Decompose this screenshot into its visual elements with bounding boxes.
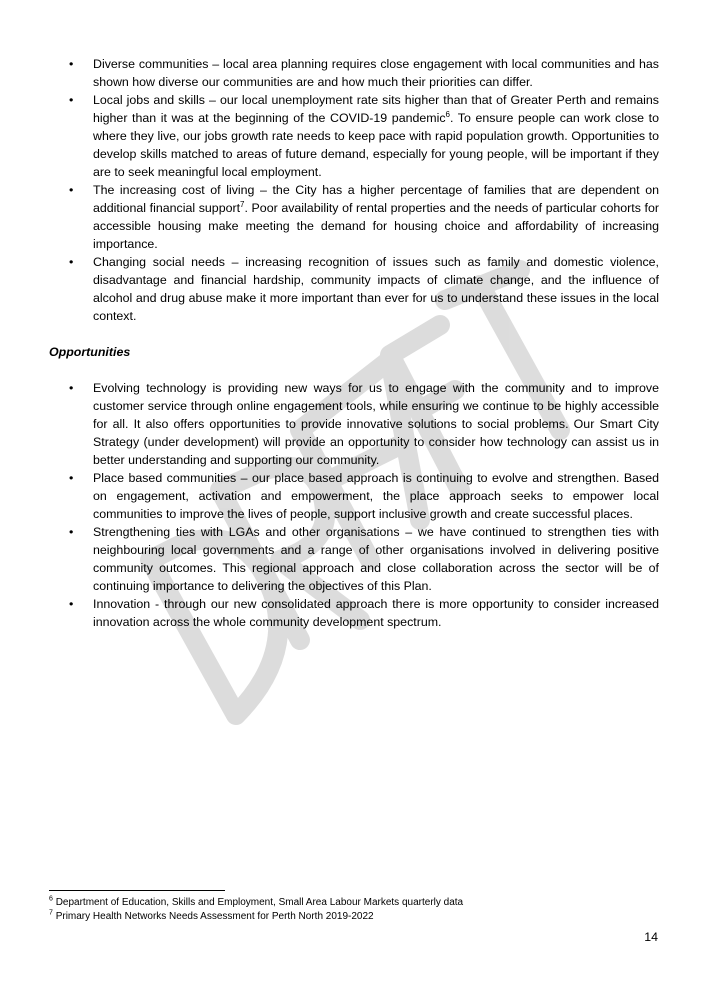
- challenge-diverse-communities: Diverse communities – local area planning requires close engagement with local communities and has shown how diverse our communities are and how much their priorities can differ.: [93, 57, 659, 89]
- list-item: [49, 523, 659, 595]
- list-item: [49, 595, 659, 631]
- list-item: [49, 379, 659, 469]
- opportunity-strengthening-ties: Strengthening ties with LGAs and other organisations – we have continued to strengthen ties with neighbouring local governments and a range of other organisations involved in delivering positive community outcomes. This regional approach and close collaboration across the sector will be of continuing importance to delivering the objectives of this Plan.: [93, 525, 659, 593]
- footnote-ref-6[interactable]: 6: [445, 109, 450, 119]
- challenge-cost-of-living-text-cont: . Poor availability of rental properties and the needs of particular cohorts for accessible housing make meeting the demand for housing choice and affordability of increasing importance.: [93, 201, 659, 251]
- footnote-ref-7[interactable]: 7: [240, 199, 245, 209]
- list-item: [49, 181, 659, 253]
- footnotes: [49, 896, 659, 924]
- list-item: [49, 91, 659, 181]
- page-number: 14: [644, 930, 658, 944]
- opportunity-innovation: Innovation - through our new consolidated approach there is more opportunity to consider increased innovation across the whole community development spectrum.: [93, 597, 659, 629]
- watermark-text: DRAFT: [0, 0, 4, 1]
- challenge-local-jobs-text: Local jobs and skills – our local unemployment rate sits higher than that of Greater Perth and remains higher than it was at the beginning of the COVID-19 pandemic: [93, 93, 659, 125]
- challenge-social-needs: Changing social needs – increasing recognition of issues such as family and domestic violence, disadvantage and financial hardship, community impacts of climate change, and the influence of alcohol and drug abuse make it more important than ever for us to understand these issues in the local context.: [93, 255, 659, 323]
- list-item: [49, 253, 659, 325]
- footnote-text: Department of Education, Skills and Employment, Small Area Labour Markets quarterly data: [55, 897, 464, 908]
- list-item: [49, 469, 659, 523]
- opportunities-list: [49, 379, 659, 631]
- opportunities-heading: Opportunities: [49, 345, 131, 359]
- list-item: [49, 55, 659, 91]
- challenge-cost-of-living-text: The increasing cost of living – the City has a higher percentage of families that are dependent on additional financial support: [93, 183, 659, 215]
- footnote-6: [49, 896, 659, 910]
- footnote-divider: [49, 890, 225, 891]
- footnote-number: 6: [49, 895, 53, 903]
- challenge-local-jobs-text-cont: . To ensure people can work close to where they live, our jobs growth rate needs to keep pace with rapid population growth. Opportunities to develop skills matched to areas of future demand, especially for young people, will be important if they are to seek meaningful local employment.: [93, 111, 659, 179]
- main-content: [49, 55, 659, 631]
- footnote-number: 7: [49, 909, 53, 917]
- footnote-7: [49, 910, 659, 924]
- opportunity-place-based: Place based communities – our place based approach is continuing to evolve and strengthen. Based on engagement, activation and empowerment, the place approach seeks to empower local communities to improve the lives of people, support inclusive growth and create successful places.: [93, 471, 659, 521]
- challenges-list: [49, 55, 659, 325]
- footnote-text: Primary Health Networks Needs Assessment for Perth North 2019-2022: [55, 911, 374, 922]
- opportunity-evolving-technology: Evolving technology is providing new ways for us to engage with the community and to improve customer service through online engagement tools, while ensuring we continue to be highly accessible for all. It also offers opportunities to provide innovative solutions to social problems. Our Smart City Strategy (under development) will provide an opportunity to consider how technology can assist us in better understanding and supporting our community.: [93, 381, 659, 467]
